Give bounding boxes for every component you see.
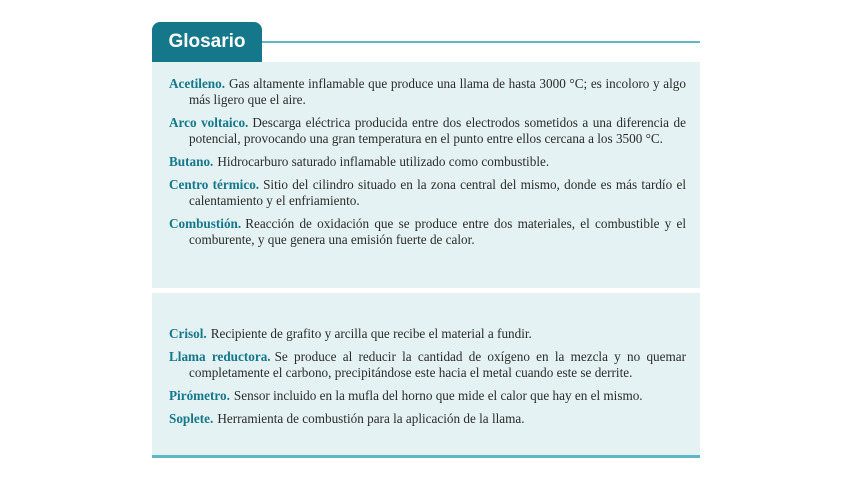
term: Combustión. [169,216,242,231]
definition: Reacción de oxidación que se produce entre dos materiales, el combustible y el comburente, y que genera una emisión fuerte de calor. [189,216,686,247]
glossary-entry-arco-voltaico [169,115,686,147]
title-rule [262,41,700,43]
glossary-entry-centro-termico [169,177,686,209]
bottom-rule [152,455,700,458]
glossary-panel-1 [152,62,700,288]
term: Acetileno. [169,76,226,91]
term: Llama reductora. [169,349,271,364]
term: Centro térmico. [169,177,260,192]
glossary-entry-acetileno [169,76,686,108]
glossary-entry-crisol [169,326,686,342]
glossary-title: Glosario [152,22,262,62]
term: Soplete. [169,411,214,426]
term: Butano. [169,154,214,169]
definition: Se produce al reducir la cantidad de oxígeno en la mezcla y no quemar completamente el carbono, precipitándose este hacia el metal cuando este se derrite. [189,349,686,380]
glossary-entry-soplete [169,411,686,427]
definition: Sitio del cilindro situado en la zona central del mismo, donde es más tardío el calentamiento y el enfriamiento. [189,177,686,208]
term: Crisol. [169,326,207,341]
glossary-entry-pirometro [169,388,686,404]
definition: Descarga eléctrica producida entre dos electrodos sometidos a una diferencia de potencial, provocando una gran temperatura en el punto entre ellos cercana a los 3500 °C. [189,115,686,146]
definition: Gas altamente inflamable que produce una llama de hasta 3000 °C; es incoloro y algo más ligero que el aire. [189,76,686,107]
glossary-entry-combustion [169,216,686,248]
glossary-entry-llama-reductora [169,349,686,381]
definition: Hidrocarburo saturado inflamable utilizado como combustible. [217,154,550,169]
term: Arco voltaico. [169,115,249,130]
term: Pirómetro. [169,388,230,403]
glossary-panel-2 [152,293,700,455]
definition: Sensor incluido en la mufla del horno que mide el calor que hay en el mismo. [233,388,643,403]
definition: Recipiente de grafito y arcilla que recibe el material a fundir. [210,326,532,341]
glossary-entry-butano [169,154,686,170]
definition: Herramienta de combustión para la aplicación de la llama. [217,411,525,426]
